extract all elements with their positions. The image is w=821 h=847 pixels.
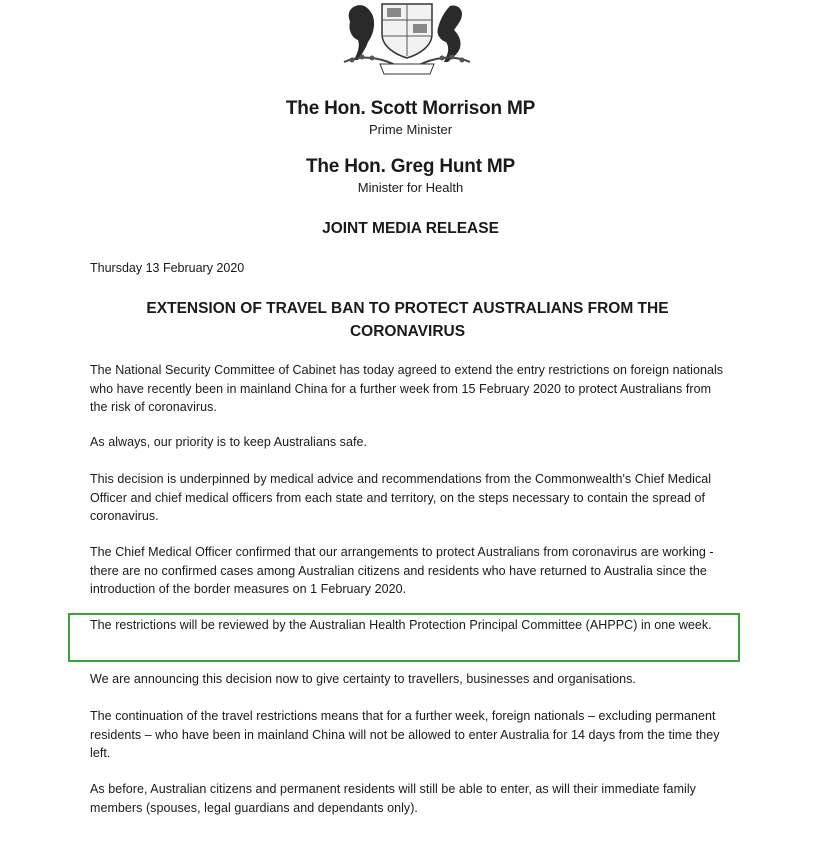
paragraph-6: We are announcing this decision now to give certainty to travellers, businesses and organisations. <box>90 672 636 686</box>
paragraph-1: The National Security Committee of Cabinet has today agreed to extend the entry restrictions on foreign nationals who have recently been in mainland China for a further week from 15 February 2020 to protect Australians from the risk of coronavirus. <box>90 363 724 414</box>
release-heading: EXTENSION OF TRAVEL BAN TO PROTECT AUSTRALIANS FROM THE CORONAVIRUS <box>146 300 669 340</box>
coat-of-arms-icon <box>322 0 492 78</box>
health-minister-role: Minister for Health <box>357 180 464 195</box>
paragraph-8: As before, Australian citizens and permanent residents will still be able to enter, as will their immediate family members (spouses, legal guardians and dependants only). <box>90 782 696 815</box>
paragraph-5-highlighted: The restrictions will be reviewed by the Australian Health Protection Principal Committee (AHPPC) in one week. <box>90 618 712 632</box>
release-type: JOINT MEDIA RELEASE <box>322 220 499 237</box>
health-minister-name: The Hon. Greg Hunt MP <box>305 156 515 177</box>
paragraph-4: The Chief Medical Officer confirmed that our arrangements to protect Australians from coronavirus are working - there are no confirmed cases among Australian citizens and residents who have returned to Australia since the introduction of the border measures on 1 February 2020. <box>90 545 714 596</box>
paragraph-3: This decision is underpinned by medical advice and recommendations from the Commonwealth's Chief Medical Officer and chief medical officers from each state and territory, on the steps necessary to contain the spread of coronavirus. <box>90 472 712 523</box>
paragraph-2: As always, our priority is to keep Australians safe. <box>90 435 368 449</box>
paragraph-7: The continuation of the travel restrictions means that for a further week, foreign nationals – excluding permanent residents – who have been in mainland China will not be allowed to enter Australia for 14 days from the time they left. <box>90 709 720 760</box>
prime-minister-name: The Hon. Scott Morrison MP <box>285 98 536 119</box>
release-date: Thursday 13 February 2020 <box>90 261 245 275</box>
prime-minister-role: Prime Minister <box>368 122 453 137</box>
